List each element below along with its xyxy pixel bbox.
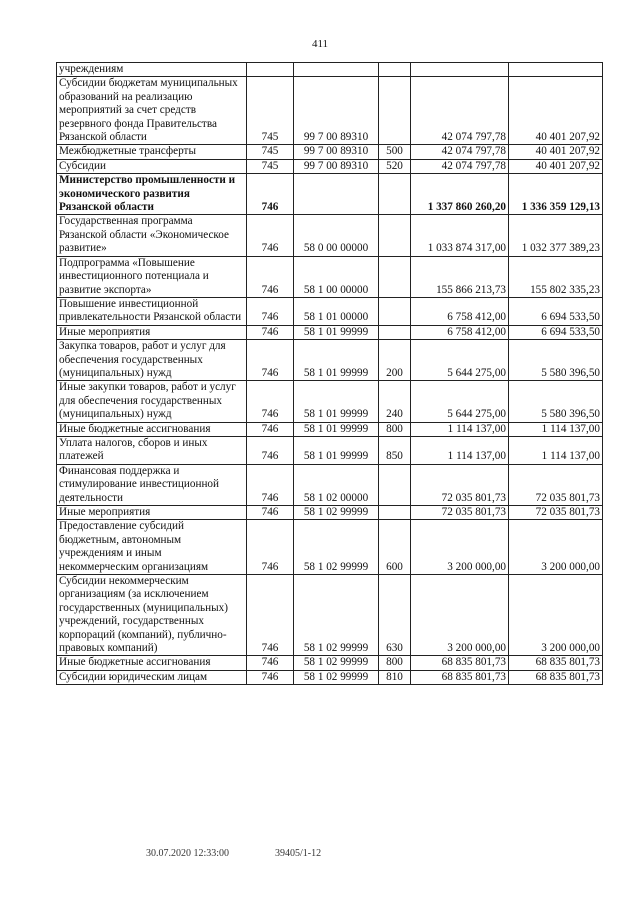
- department-code: 746: [247, 575, 294, 656]
- expense-type-code: [379, 297, 411, 325]
- target-article-code: 58 1 02 99999: [294, 520, 379, 575]
- expense-type-code: [379, 77, 411, 145]
- planned-amount: 42 074 797,78: [411, 159, 509, 173]
- department-code: 746: [247, 436, 294, 464]
- planned-amount: 3 200 000,00: [411, 575, 509, 656]
- planned-amount: 6 758 412,00: [411, 325, 509, 339]
- target-article-code: 99 7 00 89310: [294, 77, 379, 145]
- executed-amount: 1 032 377 389,23: [509, 215, 603, 256]
- expense-type-code: [379, 215, 411, 256]
- table-row: [57, 381, 603, 422]
- expense-type-code: 200: [379, 340, 411, 381]
- planned-amount: 6 758 412,00: [411, 297, 509, 325]
- department-code: 746: [247, 174, 294, 215]
- table-row: [57, 575, 603, 656]
- target-article-code: 58 1 02 00000: [294, 464, 379, 505]
- planned-amount: 155 866 213,73: [411, 256, 509, 297]
- executed-amount: 3 200 000,00: [509, 520, 603, 575]
- department-code: 746: [247, 506, 294, 520]
- table-row: [57, 145, 603, 159]
- expense-type-code: [379, 464, 411, 505]
- executed-amount: 5 580 396,50: [509, 340, 603, 381]
- expense-type-code: 800: [379, 656, 411, 670]
- department-code: 746: [247, 340, 294, 381]
- item-name: Иные бюджетные ассигнования: [57, 656, 247, 670]
- table-row: [57, 77, 603, 145]
- table-row: [57, 256, 603, 297]
- table-row: [57, 215, 603, 256]
- expense-type-code: [379, 506, 411, 520]
- planned-amount: [411, 63, 509, 77]
- table-row: [57, 656, 603, 670]
- item-name: Субсидии: [57, 159, 247, 173]
- item-name: Иные мероприятия: [57, 506, 247, 520]
- page-number: 411: [311, 38, 329, 50]
- executed-amount: 40 401 207,92: [509, 159, 603, 173]
- department-code: 746: [247, 325, 294, 339]
- planned-amount: 68 835 801,73: [411, 670, 509, 684]
- item-name: Повышение инвестиционной привлекательности Рязанской области: [57, 297, 247, 325]
- planned-amount: 42 074 797,78: [411, 145, 509, 159]
- planned-amount: 1 337 860 260,20: [411, 174, 509, 215]
- executed-amount: 40 401 207,92: [509, 77, 603, 145]
- department-code: 745: [247, 145, 294, 159]
- department-code: [247, 63, 294, 77]
- department-code: 746: [247, 520, 294, 575]
- target-article-code: 58 1 01 99999: [294, 340, 379, 381]
- planned-amount: 5 644 275,00: [411, 381, 509, 422]
- executed-amount: 72 035 801,73: [509, 506, 603, 520]
- item-name: учреждениям: [57, 63, 247, 77]
- executed-amount: 1 114 137,00: [509, 422, 603, 436]
- executed-amount: 68 835 801,73: [509, 656, 603, 670]
- item-name: Закупка товаров, работ и услуг для обеспечения государственных (муниципальных) нужд: [57, 340, 247, 381]
- target-article-code: 99 7 00 89310: [294, 159, 379, 173]
- item-name: Финансовая поддержка и стимулирование инвестиционной деятельности: [57, 464, 247, 505]
- expense-type-code: [379, 174, 411, 215]
- target-article-code: 58 1 01 99999: [294, 325, 379, 339]
- expense-type-code: 810: [379, 670, 411, 684]
- target-article-code: 58 1 01 99999: [294, 436, 379, 464]
- executed-amount: 5 580 396,50: [509, 381, 603, 422]
- department-code: 746: [247, 215, 294, 256]
- table-row: [57, 174, 603, 215]
- table-row: [57, 325, 603, 339]
- planned-amount: 1 114 137,00: [411, 436, 509, 464]
- item-name: Субсидии бюджетам муниципальных образований на реализацию мероприятий за счет средств резервного фонда Правительства Рязанской области: [57, 77, 247, 145]
- item-name: Предоставление субсидий бюджетным, автономным учреждениям и иным некоммерческим организациям: [57, 520, 247, 575]
- department-code: 746: [247, 656, 294, 670]
- target-article-code: 58 1 00 00000: [294, 256, 379, 297]
- table-row: [57, 464, 603, 505]
- department-code: 746: [247, 381, 294, 422]
- target-article-code: 58 0 00 00000: [294, 215, 379, 256]
- item-name: Межбюджетные трансферты: [57, 145, 247, 159]
- item-name: Субсидии юридическим лицам: [57, 670, 247, 684]
- planned-amount: 3 200 000,00: [411, 520, 509, 575]
- executed-amount: 1 114 137,00: [509, 436, 603, 464]
- table-row: [57, 159, 603, 173]
- item-name: Иные мероприятия: [57, 325, 247, 339]
- department-code: 746: [247, 297, 294, 325]
- target-article-code: 58 1 02 99999: [294, 575, 379, 656]
- expense-type-code: [379, 256, 411, 297]
- executed-amount: 72 035 801,73: [509, 464, 603, 505]
- planned-amount: 68 835 801,73: [411, 656, 509, 670]
- department-code: 745: [247, 159, 294, 173]
- table-row: [57, 340, 603, 381]
- target-article-code: 58 1 02 99999: [294, 670, 379, 684]
- executed-amount: 68 835 801,73: [509, 670, 603, 684]
- planned-amount: 1 114 137,00: [411, 422, 509, 436]
- executed-amount: 6 694 533,50: [509, 297, 603, 325]
- department-code: 746: [247, 670, 294, 684]
- planned-amount: 42 074 797,78: [411, 77, 509, 145]
- item-name: Государственная программа Рязанской области «Экономическое развитие»: [57, 215, 247, 256]
- planned-amount: 72 035 801,73: [411, 464, 509, 505]
- executed-amount: [509, 63, 603, 77]
- department-code: 746: [247, 422, 294, 436]
- expense-type-code: 630: [379, 575, 411, 656]
- item-name: Субсидии некоммерческим организациям (за исключением государственных (муниципальных) учреждений, государственных корпораций (компаний), публично-правовых компаний): [57, 575, 247, 656]
- footer-date: 30.07.2020 12:33:00: [146, 848, 230, 859]
- table-row: [57, 506, 603, 520]
- item-name: Уплата налогов, сборов и иных платежей: [57, 436, 247, 464]
- target-article-code: 58 1 01 00000: [294, 297, 379, 325]
- table-row: [57, 520, 603, 575]
- target-article-code: [294, 63, 379, 77]
- table-body: [57, 63, 603, 685]
- department-code: 745: [247, 77, 294, 145]
- table-row: [57, 670, 603, 684]
- executed-amount: 155 802 335,23: [509, 256, 603, 297]
- item-name: Министерство промышленности и экономического развития Рязанской области: [57, 174, 247, 215]
- expense-type-code: 800: [379, 422, 411, 436]
- expense-type-code: 500: [379, 145, 411, 159]
- table-row: [57, 436, 603, 464]
- expense-type-code: [379, 63, 411, 77]
- table-row: [57, 63, 603, 77]
- target-article-code: 58 1 01 99999: [294, 381, 379, 422]
- target-article-code: 58 1 02 99999: [294, 656, 379, 670]
- item-name: Иные закупки товаров, работ и услуг для обеспечения государственных (муниципальных) нужд: [57, 381, 247, 422]
- department-code: 746: [247, 464, 294, 505]
- footer-code: 39405/1-12: [275, 848, 322, 859]
- department-code: 746: [247, 256, 294, 297]
- table-row: [57, 422, 603, 436]
- expense-type-code: 850: [379, 436, 411, 464]
- target-article-code: 58 1 02 99999: [294, 506, 379, 520]
- executed-amount: 6 694 533,50: [509, 325, 603, 339]
- target-article-code: [294, 174, 379, 215]
- planned-amount: 5 644 275,00: [411, 340, 509, 381]
- expense-type-code: [379, 325, 411, 339]
- executed-amount: 1 336 359 129,13: [509, 174, 603, 215]
- expense-type-code: 600: [379, 520, 411, 575]
- target-article-code: 58 1 01 99999: [294, 422, 379, 436]
- planned-amount: 1 033 874 317,00: [411, 215, 509, 256]
- executed-amount: 3 200 000,00: [509, 575, 603, 656]
- planned-amount: 72 035 801,73: [411, 506, 509, 520]
- expense-type-code: 240: [379, 381, 411, 422]
- executed-amount: 40 401 207,92: [509, 145, 603, 159]
- expense-type-code: 520: [379, 159, 411, 173]
- item-name: Иные бюджетные ассигнования: [57, 422, 247, 436]
- item-name: Подпрограмма «Повышение инвестиционного потенциала и развитие экспорта»: [57, 256, 247, 297]
- budget-table: [56, 62, 603, 685]
- target-article-code: 99 7 00 89310: [294, 145, 379, 159]
- table-row: [57, 297, 603, 325]
